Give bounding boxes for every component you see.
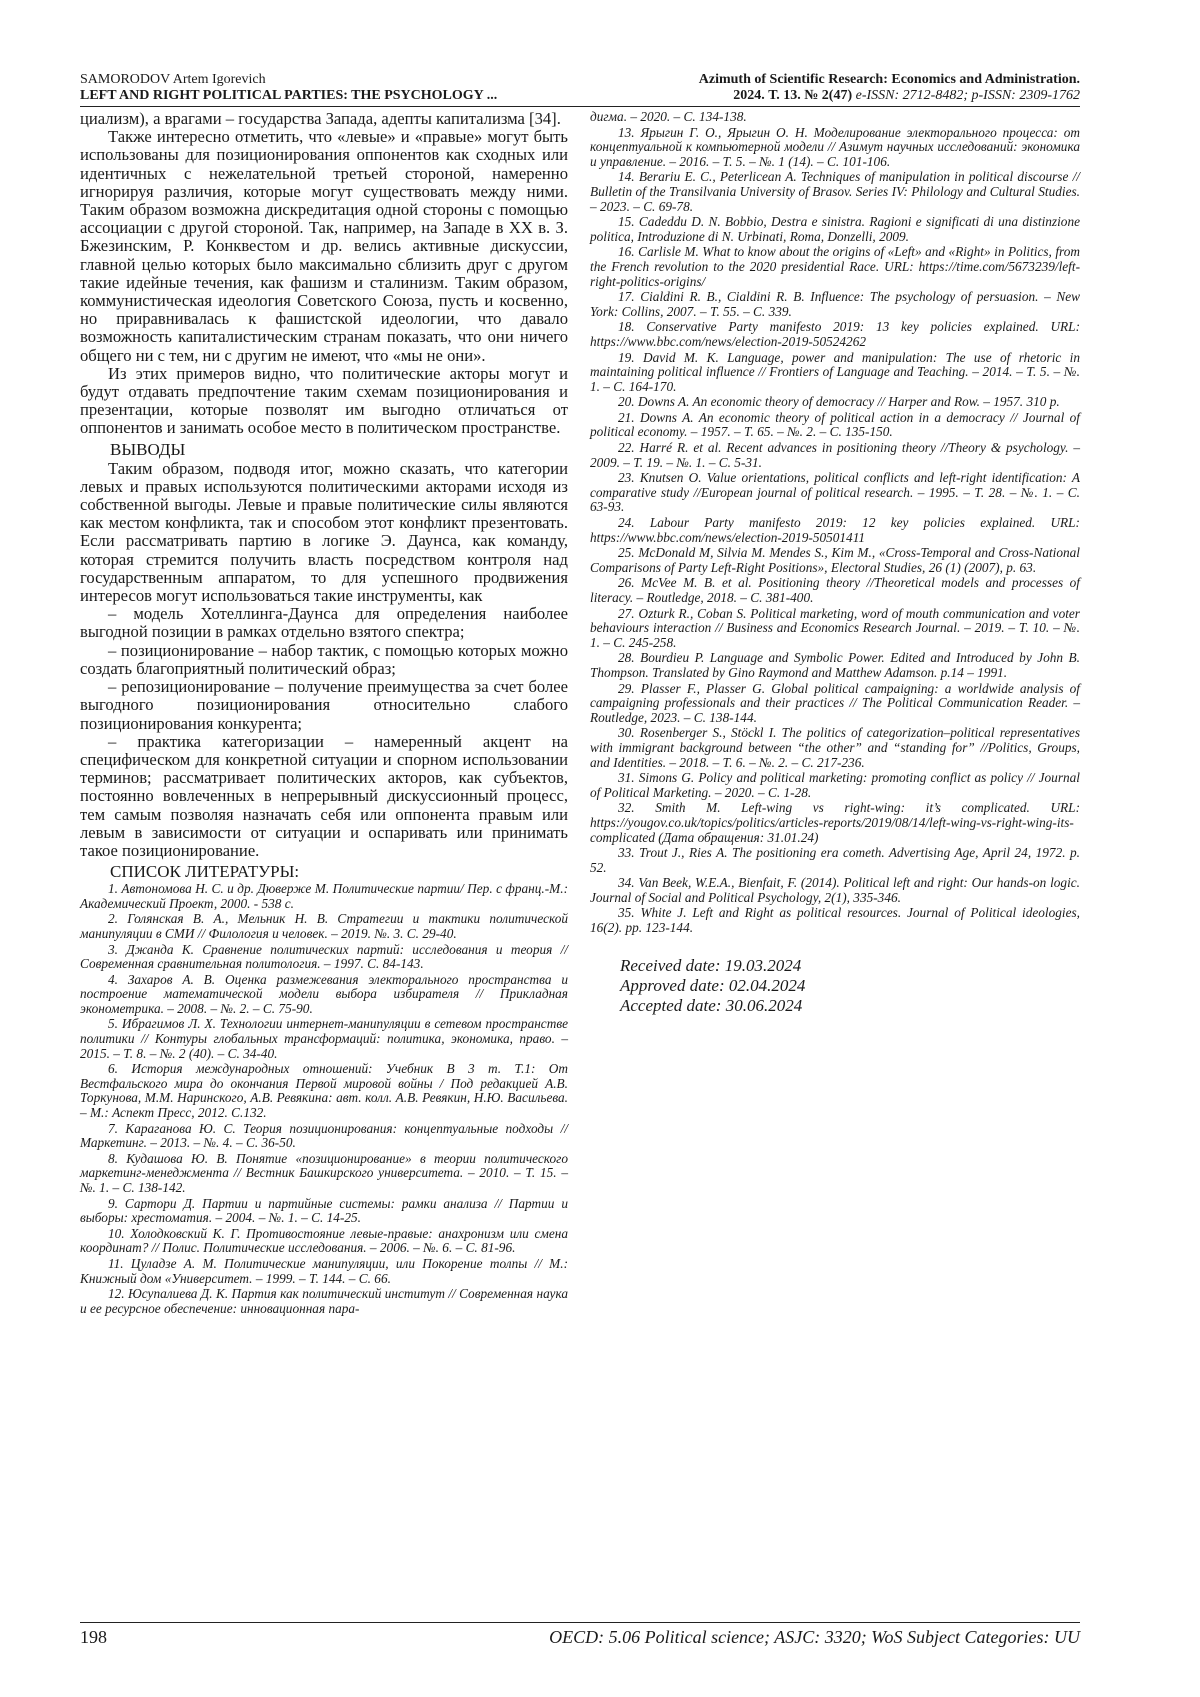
reference-item: 15. Cadeddu D. N. Bobbio, Destra e sinistra. Ragioni e significati di una distinzione politica, Introduzione di N. Urbinati, Roma, Donzelli, 2009. [590, 214, 1080, 244]
reference-item: 14. Berariu E. C., Peterlicean A. Techniques of manipulation in political discourse // Bulletin of the Transilvania University of Brasov. Series IV: Philology and Cultural Studies. – 2023. – С. 69-78. [590, 169, 1080, 214]
reference-item: 26. McVee M. B. et al. Positioning theory //Theoretical models and processes of literacy. – Routledge, 2018. – С. 381-400. [590, 575, 1080, 605]
reference-item: 16. Carlisle M. What to know about the origins of «Left» and «Right» in Politics, from the French revolution to the 2020 presidential Race. URL: https://time.com/5673239/left-right-politics-origins/ [590, 244, 1080, 289]
reference-item: 21. Downs A. An economic theory of political action in a democracy // Journal of political economy. – 1957. – Т. 65. – №. 2. – С. 135-150. [590, 409, 1080, 440]
approved-date: Approved date: 02.04.2024 [620, 975, 806, 995]
conclusions-heading: ВЫВОДЫ [110, 439, 186, 459]
accepted-date: Accepted date: 30.06.2024 [620, 995, 803, 1015]
header-journal: Azimuth of Scientific Research: Economics and Administration. [698, 72, 1080, 87]
header-rule [80, 106, 1080, 107]
reference-item: 22. Harré R. et al. Recent advances in positioning theory //Theory & psychology. – 2009. – Т. 19. – №. 1. – С. 5-31. [590, 440, 1080, 470]
list-item: – репозиционирование – получение преимущества за счет более выгодного позиционирования относительно слабого позиционирования конкурента; [80, 677, 568, 733]
left-column [80, 110, 568, 1317]
running-header-right [560, 72, 1080, 104]
references-list-left [80, 882, 568, 1316]
footer-classification: OECD: 5.06 Political science; ASJC: 3320; WoS Subject Categories: UU [549, 1627, 1080, 1647]
reference-item: 17. Cialdini R. B., Cialdini R. B. Influence: The psychology of persuasion. – New York: Collins, 2007. – Т. 55. – С. 339. [590, 289, 1080, 319]
list-item: – модель Хотеллинга-Даунса для определения наиболее выгодной позиции в рамках отдельно взятого спектра; [80, 604, 568, 642]
reference-item: 31. Simons G. Policy and political marketing: promoting conflict as policy // Journal of Political Marketing. – 2020. – С. 1-28. [590, 770, 1080, 800]
reference-item: 4. Захаров А. В. Оценка размежевания электорального пространства и построение математической модели выбора избирателя // Прикладная эконометрика. – 2008. – №. 2. – С. 75-90. [80, 971, 568, 1016]
article-dates [620, 956, 1080, 1016]
paragraph: Также интересно отметить, что «левые» и «правые» могут быть использованы для позиционирования оппонентов как сходных или идентичных с нежелательной третьей стороной, намеренно игнорируя различия, которые могут существовать между ними. Таким образом возможна дискредитация одной стороны с помощью ассоциации с другой стороной. Так, например, на Западе в XX в. З. Бжезинским, Р. Конквестом и др. велись активные дискуссии, главной целью которых было максимально сблизить друг с другом такие идейные течения, как фашизм и сталинизм. Таким образом, коммунистическая идеология Советского Союза, пусть и косвенно, но приравнивалась к фашистской идеологии, что давало возможность капиталистическим странам показать, что они ничего общего ни с тем, ни с другим не имеют, что «мы не они». [80, 127, 568, 365]
page-number: 198 [80, 1627, 107, 1647]
reference-item: 9. Сартори Д. Партии и партийные системы: рамки анализа // Партии и выборы: хрестоматия. – 2004. – №. 1. – С. 14-25. [80, 1195, 568, 1226]
reference-item: 34. Van Beek, W.E.A., Bienfait, F. (2014). Political left and right: Our hands-on logic. Journal of Social and Political Psychology, 2(1), 335-346. [590, 875, 1080, 905]
header-issue-line [560, 88, 1080, 104]
footer-rule [80, 1622, 1080, 1623]
reference-item: 30. Rosenberger S., Stöckl I. The politics of categorization–political representatives with immigrant background between “the other” and “standing for” //Politics, Groups, and Identities. – 2018. – Т. 6. – №. 2. – С. 217-236. [590, 725, 1080, 770]
list-item: – позиционирование – набор тактик, с помощью которых можно создать благоприятный политический образ; [80, 640, 568, 678]
reference-item: 2. Голянская В. А., Мельник Н. В. Стратегии и тактики политической манипуляции в СМИ // Филология и человек. – 2019. №. 3. С. 29-40. [80, 911, 568, 941]
right-column [590, 110, 1080, 1016]
reference-item: 23. Knutsen O. Value orientations, political conflicts and left-right identification: A comparative study //European journal of political research. – 1995. – Т. 28. – №. 1. – С. 63-93. [590, 470, 1080, 515]
reference-item: 29. Plasser F., Plasser G. Global political campaigning: a worldwide analysis of campaigning professionals and their practices // The Political Communication Reader. – Routledge, 2023. – С. 138-144. [590, 680, 1080, 725]
reference-item: 10. Холодковский К. Г. Противостояние левые-правые: анахронизм или смена координат? // Полис. Политические исследования. – 2006. – №. 6. – С. 81-96. [80, 1225, 568, 1256]
reference-item: 3. Джанда К. Сравнение политических партий: исследования и теория // Современная сравнительная политология. – 1997. С. 84-143. [80, 941, 568, 972]
reference-item: 24. Labour Party manifesto 2019: 12 key policies explained. URL: https://www.bbc.com/news/election-2019-50501411 [590, 515, 1080, 545]
reference-item: 20. Downs A. An economic theory of democracy // Harper and Row. – 1957. 310 p. [618, 394, 1060, 410]
reference-item: 6. История международных отношений: Учебник В 3 т. Т.1: От Вестфальского мира до окончания Первой мировой войны / Под редакцией А.В. Торкунова, М.М. Наринского, А.В. Ревякина: авт. колл. А.В. Ревякин, Н.Ю. Васильева. – М.: Аспект Пресс, 2012. С.132. [80, 1061, 568, 1121]
references-list-right [590, 110, 1080, 936]
references-heading: СПИСОК ЛИТЕРАТУРЫ: [110, 862, 300, 882]
reference-item: 12. Юсупалиева Д. К. Партия как политический институт // Современная наука и ее ресурсное обеспечение: инновационная пара- [80, 1286, 568, 1316]
reference-item: 5. Ибрагимов Л. Х. Технологии интернет-манипуляции в сетевом пространстве политики // Контуры глобальных трансформаций: политика, экономика, право. – 2015. – Т. 8. – №. 2 (40). – С. 34-40. [80, 1016, 568, 1061]
header-issue: 2024. Т. 13. № 2(47) [733, 88, 853, 103]
list-item: – практика категоризации – намеренный акцент на специфическом для конкретной ситуации и спорном использовании терминов; рассматривает политических акторов, как субъектов, постоянно вовлеченных в непрерывный дискуссионный процесс, тем самым позволяя назначать себя или оппонента правым или левым в зависимости от ситуации и оспаривать или принимать такое позиционирование. [80, 731, 568, 860]
reference-item: 35. White J. Left and Right as political resources. Journal of Political ideologies, 16(2). pp. 123-144. [590, 905, 1080, 936]
reference-item: 27. Ozturk R., Coban S. Political marketing, word of mouth communication and voter behaviours interaction // Business and Economics Research Journal. – 2019. – Т. 10. – №. 1. – С. 245-258. [590, 605, 1080, 650]
header-author: SAMORODOV Artem Igorevich [80, 72, 266, 87]
paragraph: Таким образом, подводя итог, можно сказать, что категории левых и правых используются политическими акторами исходя из собственной выгоды. Левые и правые политические силы являются как местом конфликта, так и способом этот конфликт презентовать. Если рассматривать партию в логике Э. Даунса, как команду, которая стремится получить власть посредством контроля над государственным аппаратом, то для успешного продвижения интересов могут использоваться такие инструменты, как [80, 458, 568, 606]
reference-item: 13. Ярыгин Г. О., Ярыгин О. Н. Моделирование электорального процесса: от концептуальной к компьютерной модели // Азимут научных исследований: экономика и управление. – 2016. – Т. 5. – №. 1 (14). – С. 101-106. [590, 124, 1080, 169]
paragraph: Из этих примеров видно, что политические акторы могут и будут отдавать предпочтение таким схемам позиционирования и презентации, которые позволят им выгодно отличаться от оппонентов и занимать особое место в политическом пространстве. [80, 363, 568, 438]
header-title: LEFT AND RIGHT POLITICAL PARTIES: THE PSYCHOLOGY ... [80, 88, 498, 103]
reference-item: 28. Bourdieu P. Language and Symbolic Power. Edited and Introduced by John B. Thompson. Translated by Gino Raymond and Matthew Adamson. p.14 – 1991. [590, 650, 1080, 680]
received-date: Received date: 19.03.2024 [620, 955, 802, 975]
running-header-left [80, 72, 580, 104]
paragraph: циализм), а врагами – государства Запада, адепты капитализма [34]. [80, 109, 561, 128]
reference-item: 32. Smith M. Left-wing vs right-wing: it’s complicated. URL: https://yougov.co.uk/topics/politics/articles-reports/2019/08/14/left-wing-vs-right-wing-its-complicated (Дата обращения: 31.01.24) [590, 800, 1080, 845]
reference-item: 25. McDonald M, Silvia M. Mendes S., Kim M., «Cross-Temporal and Cross-National Comparisons of Party Left-Right Positions», Electoral Studies, 26 (1) (2007), p. 63. [590, 545, 1080, 575]
reference-item: 33. Trout J., Ries A. The positioning era cometh. Advertising Age, April 24, 1972. p. 52. [590, 845, 1080, 875]
reference-item: 11. Цуладзе А. М. Политические манипуляции, или Покорение толпы // М.: Книжный дом «Университет. – 1999. – Т. 144. – С. 66. [80, 1255, 568, 1286]
reference-item: 8. Кудашова Ю. В. Понятие «позиционирование» в теории политического маркетинг-менеджмента // Вестник Башкирского университета. – 2010. – Т. 15. – №. 1. – С. 138-142. [80, 1150, 568, 1195]
header-issn: e-ISSN: 2712-8482; p-ISSN: 2309-1762 [855, 88, 1080, 103]
reference-item: 7. Караганова Ю. С. Теория позиционирования: концептуальные подходы // Маркетинг. – 2013. – №. 4. – С. 36-50. [80, 1120, 568, 1151]
reference-item: 18. Conservative Party manifesto 2019: 13 key policies explained. URL: https://www.bbc.com/news/election-2019-50524262 [590, 319, 1080, 349]
reference-item: 19. David M. K. Language, power and manipulation: The use of rhetoric in maintaining political influence // Frontiers of Language and Teaching. – 2014. – Т. 5. – №. 1. – С. 164-170. [590, 349, 1080, 394]
reference-continuation: дигма. – 2020. – С. 134-138. [590, 109, 747, 124]
reference-item: 1. Автономова Н. С. и др. Дюверже М. Политические партии/ Пер. с франц.-М.: Академический Проект, 2000. - 538 с. [80, 881, 568, 911]
